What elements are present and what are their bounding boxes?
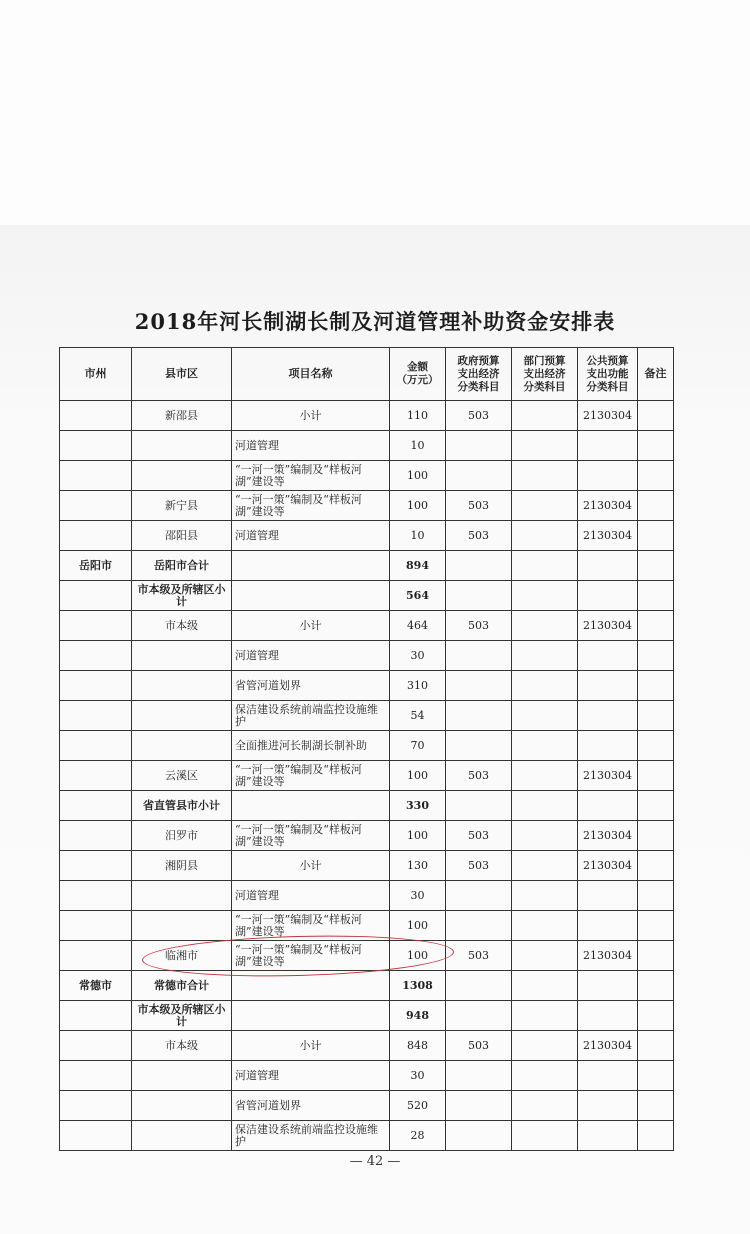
county-cell: [132, 731, 232, 761]
amount-cell: 28: [390, 1121, 446, 1151]
gov-econ-cell: [446, 431, 512, 461]
project-cell: “一河一策”编制及“样板河湖”建设等: [232, 821, 390, 851]
amount-cell: 520: [390, 1091, 446, 1121]
note-cell: [638, 881, 674, 911]
note-cell: [638, 731, 674, 761]
gov-econ-cell: [446, 911, 512, 941]
county-cell: [132, 671, 232, 701]
table-header-row: [60, 348, 674, 401]
amount-cell: 100: [390, 911, 446, 941]
amount-cell: 10: [390, 521, 446, 551]
project-cell: 保洁建设系统前端监控设施维护: [232, 1121, 390, 1151]
public-func-cell: 2130304: [578, 401, 638, 431]
project-cell: “一河一策”编制及“样板河湖”建设等: [232, 911, 390, 941]
dept-econ-cell: [512, 791, 578, 821]
project-cell: 小计: [232, 611, 390, 641]
project-cell: 小计: [232, 1031, 390, 1061]
gov-econ-cell: [446, 1001, 512, 1031]
project-cell: 小计: [232, 851, 390, 881]
project-cell: 河道管理: [232, 1061, 390, 1091]
gov-econ-cell: 503: [446, 521, 512, 551]
city-cell: [60, 611, 132, 641]
public-func-cell: [578, 671, 638, 701]
public-func-cell: [578, 1091, 638, 1121]
table-row: [60, 881, 674, 911]
amount-cell: 464: [390, 611, 446, 641]
city-cell: [60, 1001, 132, 1031]
project-cell: 省管河道划界: [232, 671, 390, 701]
header-city: 市州: [60, 348, 132, 401]
amount-cell: 100: [390, 461, 446, 491]
amount-cell: 100: [390, 761, 446, 791]
dept-econ-cell: [512, 851, 578, 881]
public-func-cell: [578, 881, 638, 911]
county-cell: 新邵县: [132, 401, 232, 431]
table-row: [60, 611, 674, 641]
dept-econ-cell: [512, 971, 578, 1001]
dept-econ-cell: [512, 701, 578, 731]
project-cell: “一河一策”编制及“样板河湖”建设等: [232, 941, 390, 971]
public-func-cell: [578, 1121, 638, 1151]
project-cell: [232, 551, 390, 581]
dept-econ-cell: [512, 941, 578, 971]
public-func-cell: 2130304: [578, 491, 638, 521]
note-cell: [638, 461, 674, 491]
header-project: 项目名称: [232, 348, 390, 401]
city-cell: [60, 851, 132, 881]
dept-econ-cell: [512, 731, 578, 761]
note-cell: [638, 581, 674, 611]
public-func-cell: 2130304: [578, 821, 638, 851]
dept-econ-cell: [512, 401, 578, 431]
amount-cell: 30: [390, 881, 446, 911]
dept-econ-cell: [512, 1121, 578, 1151]
note-cell: [638, 551, 674, 581]
amount-cell: 310: [390, 671, 446, 701]
dept-econ-cell: [512, 431, 578, 461]
public-func-cell: [578, 971, 638, 1001]
county-cell: 湘阴县: [132, 851, 232, 881]
city-cell: [60, 521, 132, 551]
table-row: [60, 1121, 674, 1151]
note-cell: [638, 911, 674, 941]
public-func-cell: 2130304: [578, 851, 638, 881]
city-cell: [60, 641, 132, 671]
dept-econ-cell: [512, 1061, 578, 1091]
city-cell: [60, 701, 132, 731]
public-func-cell: [578, 1001, 638, 1031]
amount-cell: 70: [390, 731, 446, 761]
county-cell: [132, 1121, 232, 1151]
project-cell: “一河一策”编制及“样板河湖”建设等: [232, 761, 390, 791]
project-cell: 保洁建设系统前端监控设施维护: [232, 701, 390, 731]
project-cell: 全面推进河长制湖长制补助: [232, 731, 390, 761]
project-cell: 省管河道划界: [232, 1091, 390, 1121]
project-cell: 河道管理: [232, 641, 390, 671]
project-cell: [232, 581, 390, 611]
city-cell: [60, 1121, 132, 1151]
city-cell: [60, 1061, 132, 1091]
project-cell: 河道管理: [232, 521, 390, 551]
city-cell: 常德市: [60, 971, 132, 1001]
gov-econ-cell: [446, 791, 512, 821]
county-cell: [132, 881, 232, 911]
amount-cell: 130: [390, 851, 446, 881]
public-func-cell: 2130304: [578, 761, 638, 791]
gov-econ-cell: 503: [446, 611, 512, 641]
project-cell: [232, 1001, 390, 1031]
public-func-cell: [578, 431, 638, 461]
note-cell: [638, 671, 674, 701]
gov-econ-cell: [446, 881, 512, 911]
project-cell: 河道管理: [232, 431, 390, 461]
gov-econ-cell: 503: [446, 1031, 512, 1061]
page-title: 2018年河长制湖长制及河道管理补助资金安排表: [134, 309, 616, 334]
dept-econ-cell: [512, 491, 578, 521]
header-county: 县市区: [132, 348, 232, 401]
note-cell: [638, 971, 674, 1001]
amount-cell: 330: [390, 791, 446, 821]
amount-cell: 100: [390, 491, 446, 521]
amount-cell: 848: [390, 1031, 446, 1061]
gov-econ-cell: [446, 731, 512, 761]
table-row: [60, 1031, 674, 1061]
dept-econ-cell: [512, 581, 578, 611]
dept-econ-cell: [512, 521, 578, 551]
note-cell: [638, 611, 674, 641]
dept-econ-cell: [512, 1001, 578, 1031]
note-cell: [638, 1061, 674, 1091]
page-number: — 42 —: [349, 1154, 401, 1169]
city-cell: [60, 401, 132, 431]
public-func-cell: [578, 731, 638, 761]
dept-econ-cell: [512, 671, 578, 701]
table-row: [60, 671, 674, 701]
table-row: [60, 731, 674, 761]
amount-cell: 894: [390, 551, 446, 581]
city-cell: [60, 881, 132, 911]
amount-cell: 100: [390, 821, 446, 851]
amount-cell: 54: [390, 701, 446, 731]
gov-econ-cell: [446, 971, 512, 1001]
dept-econ-cell: [512, 611, 578, 641]
county-cell: 岳阳市合计: [132, 551, 232, 581]
county-cell: 市本级: [132, 611, 232, 641]
header-gov-econ: 政府预算 支出经济 分类科目: [446, 348, 512, 401]
gov-econ-cell: [446, 1091, 512, 1121]
gov-econ-cell: [446, 1121, 512, 1151]
note-cell: [638, 1001, 674, 1031]
amount-cell: 948: [390, 1001, 446, 1031]
public-func-cell: [578, 581, 638, 611]
gov-econ-cell: 503: [446, 761, 512, 791]
dept-econ-cell: [512, 1031, 578, 1061]
gov-econ-cell: [446, 701, 512, 731]
dept-econ-cell: [512, 821, 578, 851]
county-cell: 市本级及所辖区小计: [132, 581, 232, 611]
note-cell: [638, 401, 674, 431]
public-func-cell: [578, 641, 638, 671]
amount-cell: 100: [390, 941, 446, 971]
county-cell: [132, 701, 232, 731]
gov-econ-cell: 503: [446, 851, 512, 881]
table-row: [60, 581, 674, 611]
dept-econ-cell: [512, 881, 578, 911]
header-note: 备注: [638, 348, 674, 401]
dept-econ-cell: [512, 911, 578, 941]
city-cell: [60, 1091, 132, 1121]
county-cell: 新宁县: [132, 491, 232, 521]
table-row: [60, 521, 674, 551]
project-cell: “一河一策”编制及“样板河湖”建设等: [232, 491, 390, 521]
note-cell: [638, 821, 674, 851]
note-cell: [638, 701, 674, 731]
table-row: [60, 1061, 674, 1091]
gov-econ-cell: 503: [446, 491, 512, 521]
project-cell: 小计: [232, 401, 390, 431]
table-row: [60, 701, 674, 731]
city-cell: [60, 671, 132, 701]
table-row: [60, 401, 674, 431]
gov-econ-cell: 503: [446, 401, 512, 431]
dept-econ-cell: [512, 761, 578, 791]
note-cell: [638, 1031, 674, 1061]
city-cell: 岳阳市: [60, 551, 132, 581]
city-cell: [60, 491, 132, 521]
dept-econ-cell: [512, 461, 578, 491]
city-cell: [60, 431, 132, 461]
note-cell: [638, 851, 674, 881]
table-row: [60, 821, 674, 851]
county-cell: [132, 461, 232, 491]
project-cell: 河道管理: [232, 881, 390, 911]
table-row: [60, 851, 674, 881]
gov-econ-cell: 503: [446, 821, 512, 851]
amount-cell: 30: [390, 641, 446, 671]
note-cell: [638, 641, 674, 671]
amount-cell: 564: [390, 581, 446, 611]
county-cell: 邵阳县: [132, 521, 232, 551]
public-func-cell: 2130304: [578, 941, 638, 971]
table-row: [60, 761, 674, 791]
county-cell: [132, 911, 232, 941]
public-func-cell: [578, 461, 638, 491]
public-func-cell: 2130304: [578, 1031, 638, 1061]
public-func-cell: [578, 701, 638, 731]
public-func-cell: 2130304: [578, 521, 638, 551]
county-cell: 汨罗市: [132, 821, 232, 851]
public-func-cell: [578, 551, 638, 581]
county-cell: [132, 1091, 232, 1121]
table-row: [60, 491, 674, 521]
note-cell: [638, 1091, 674, 1121]
header-public-func: 公共预算 支出功能 分类科目: [578, 348, 638, 401]
city-cell: [60, 761, 132, 791]
city-cell: [60, 461, 132, 491]
county-cell: 省直管县市小计: [132, 791, 232, 821]
county-cell: 市本级: [132, 1031, 232, 1061]
note-cell: [638, 941, 674, 971]
header-dept-econ: 部门预算 支出经济 分类科目: [512, 348, 578, 401]
note-cell: [638, 761, 674, 791]
project-cell: “一河一策”编制及“样板河湖”建设等: [232, 461, 390, 491]
amount-cell: 1308: [390, 971, 446, 1001]
county-cell: [132, 431, 232, 461]
dept-econ-cell: [512, 551, 578, 581]
funding-table: [59, 347, 674, 1151]
amount-cell: 10: [390, 431, 446, 461]
gov-econ-cell: [446, 671, 512, 701]
gov-econ-cell: 503: [446, 941, 512, 971]
city-cell: [60, 581, 132, 611]
city-cell: [60, 941, 132, 971]
public-func-cell: [578, 1061, 638, 1091]
city-cell: [60, 731, 132, 761]
note-cell: [638, 791, 674, 821]
gov-econ-cell: [446, 1061, 512, 1091]
note-cell: [638, 491, 674, 521]
city-cell: [60, 791, 132, 821]
dept-econ-cell: [512, 641, 578, 671]
table-row: [60, 1091, 674, 1121]
table-row: [60, 461, 674, 491]
county-cell: 常德市合计: [132, 971, 232, 1001]
county-cell: 临湘市: [132, 941, 232, 971]
public-func-cell: [578, 911, 638, 941]
city-cell: [60, 821, 132, 851]
table-row: [60, 971, 674, 1001]
city-cell: [60, 1031, 132, 1061]
city-cell: [60, 911, 132, 941]
gov-econ-cell: [446, 461, 512, 491]
table-row: [60, 431, 674, 461]
gov-econ-cell: [446, 581, 512, 611]
table-row: [60, 1001, 674, 1031]
table-row: [60, 551, 674, 581]
county-cell: [132, 641, 232, 671]
table-row: [60, 791, 674, 821]
project-cell: [232, 791, 390, 821]
header-amount: 金额 （万元）: [390, 348, 446, 401]
county-cell: [132, 1061, 232, 1091]
note-cell: [638, 431, 674, 461]
dept-econ-cell: [512, 1091, 578, 1121]
table-row: [60, 641, 674, 671]
note-cell: [638, 1121, 674, 1151]
public-func-cell: 2130304: [578, 611, 638, 641]
gov-econ-cell: [446, 641, 512, 671]
county-cell: 市本级及所辖区小计: [132, 1001, 232, 1031]
public-func-cell: [578, 791, 638, 821]
note-cell: [638, 521, 674, 551]
gov-econ-cell: [446, 551, 512, 581]
county-cell: 云溪区: [132, 761, 232, 791]
amount-cell: 30: [390, 1061, 446, 1091]
amount-cell: 110: [390, 401, 446, 431]
